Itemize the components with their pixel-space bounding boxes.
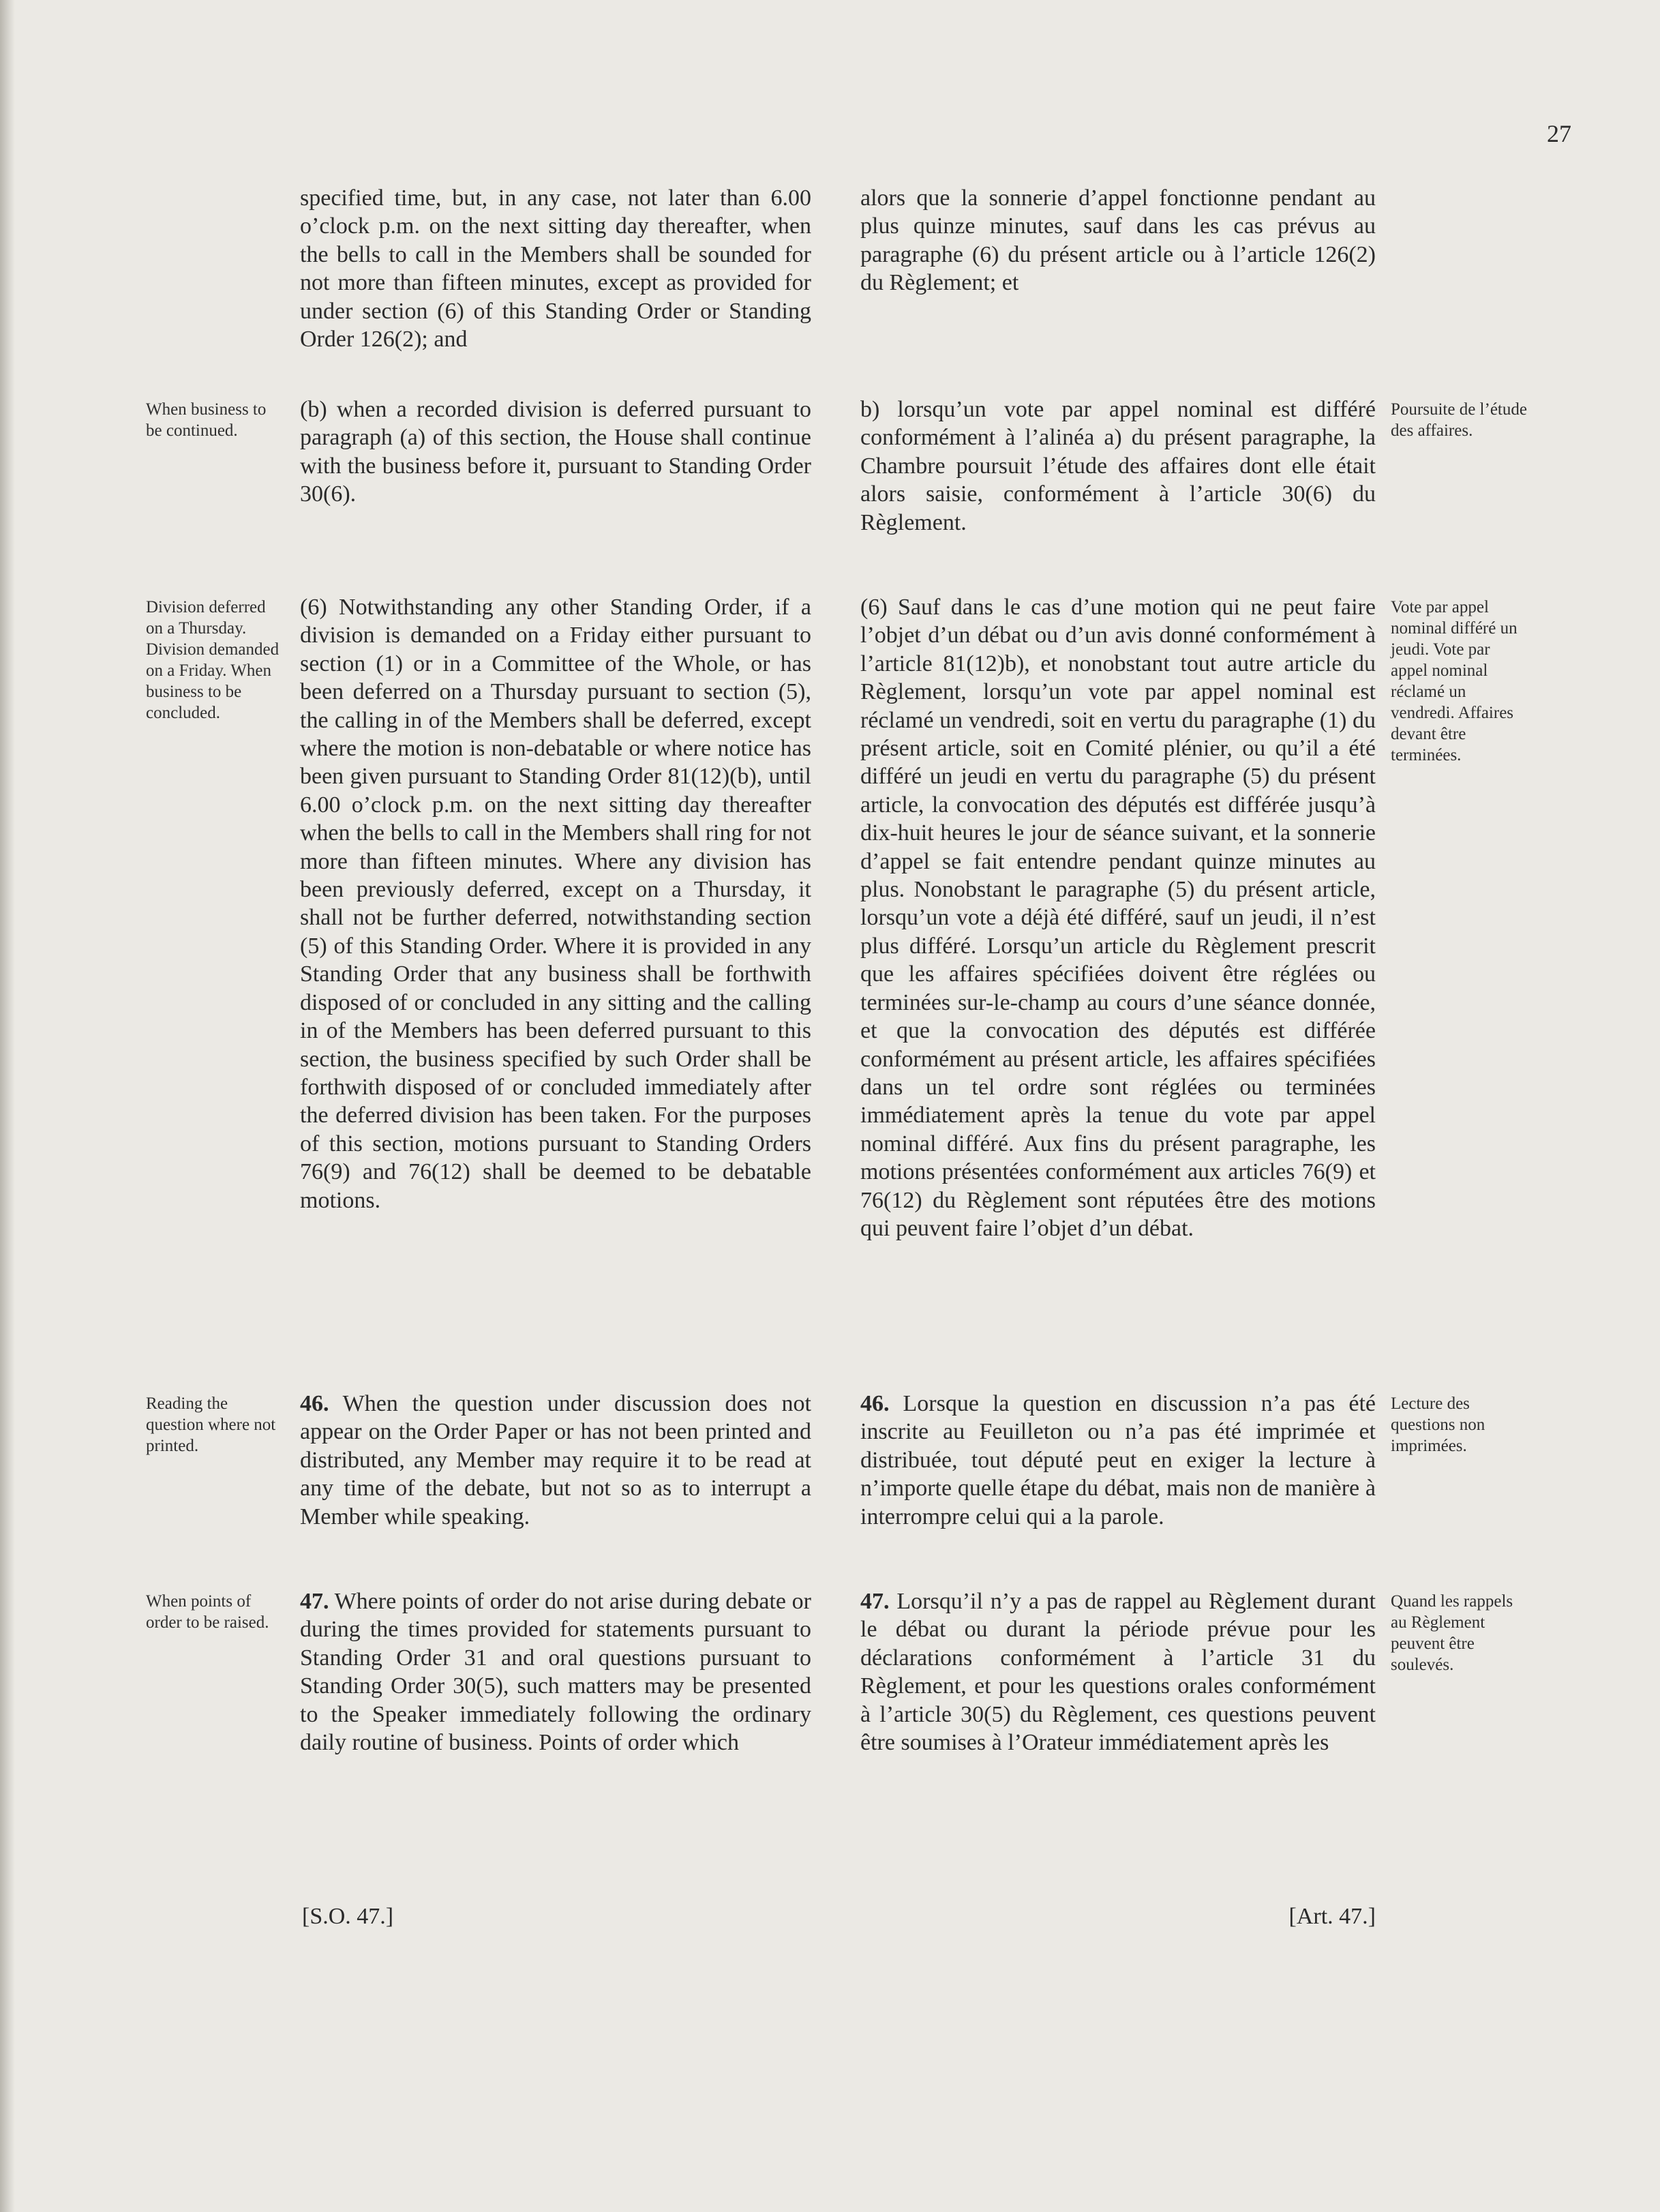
margin-note-en-points-of-order: When points of order to be raised.: [146, 1592, 269, 1632]
margin-note-fr-lecture: Lecture des questions non imprimées.: [1391, 1394, 1485, 1455]
fr-art-47-number: 47.: [860, 1589, 890, 1614]
en-standing-order-47: [300, 1587, 811, 1757]
fr-paragraph-section-6: (6) Sauf dans le cas d’une motion qui ne peut faire l’objet d’un débat ou d’un avis donné conformément à l’article 81(12)b), et nonobstant tout autre article du Règlement, lorsqu’un vote par appel nominal est réclamé un vendredi, soit en vertu du paragraphe (1) du présent article, soit en Comité plénier, ou qu’il a été différé un jeudi en vertu du paragraphe (5) du présent article, la convocation des députés est différée jusqu’à dix-huit heures le jour de séance suivant, et la sonnerie d’appel se fait entendre pendant quinze minutes au plus. Nonobstant le paragraphe (5) du présent article, lorsqu’un vote a déjà été différé, sauf un jeudi, il n’est plus différé. Lorsqu’un article du Règlement prescrit que les affaires spécifiées doivent être réglées ou terminées sur-le-champ au cours d’une séance donnée, et que la convocation des députés est différée conformément au présent article, les affaires spécifiées dans un tel ordre sont réglées ou terminées immédiatement après la tenue du vote par appel nominal différé. Aux fins du présent paragraphe, les motions présentées conformément aux articles 76(9) et 76(12) du Règlement sont réputées être des motions qui peuvent faire l’objet d’un débat.: [860, 595, 1376, 1241]
en-so-46-text: When the question under discussion does not appear on the Order Paper or has not been printed and distributed, any Member may require it to be read at any time of the debate, but not so as to interrupt a Member while speaking.: [300, 1391, 812, 1529]
margin-note-en-business-continued: When business to be continued.: [146, 400, 267, 440]
en-paragraph-b: (b) when a recorded division is deferred pursuant to paragraph (a) of this section, the House shall continue with the business before it, pursuant to Standing Order 30(6).: [300, 397, 811, 507]
fr-art-47-text: Lorsqu’il n’y a pas de rappel au Règlement durant le débat ou durant la période prévue pour les déclarations conformément à l’article 31 du Règlement, et pour les questions orales conformément à l’article 30(5) du Règlement, ces questions peuvent être soumises à l’Orateur immédiatement après les: [860, 1589, 1376, 1756]
margin-note-en-division-deferred: Division deferred on a Thursday. Division demanded on a Friday. When business to be concluded.: [146, 598, 280, 722]
en-so-46-number: 46.: [300, 1391, 329, 1416]
fr-article-46: [860, 1390, 1376, 1531]
en-so-47-text: Where points of order do not arise during debate or during the times provided for statements pursuant to Standing Order 31 and oral questions pursuant to Standing Order 30(5), such matters may be presented to the Speaker immediately following the ordinary daily routine of business. Points of order which: [300, 1589, 811, 1756]
en-paragraph-continuation: specified time, but, in any case, not later than 6.00 o’clock p.m. on the next sitting day thereafter, when the bells to call in the Members shall be sounded for not more than fifteen minutes, except as provided for under section (6) of this Standing Order or Standing Order 126(2); and: [300, 185, 811, 353]
en-so-47-number: 47.: [300, 1589, 329, 1614]
margin-note-en-reading-question: Reading the question where not printed.: [146, 1394, 276, 1455]
page-number: 27: [1547, 120, 1571, 147]
fr-paragraph-continuation: alors que la sonnerie d’appel fonctionne pendant au plus quinze minutes, sauf dans les cas prévus au paragraphe (6) du présent article ou à l’article 126(2) du Règlement; et: [860, 185, 1376, 296]
fr-paragraph-b: b) lorsqu’un vote par appel nominal est différé conformément à l’alinéa a) du présent paragraphe, la Chambre poursuit l’étude des affaires dont elle était alors saisie, conformément à l’article 30(6) du Règlement.: [860, 397, 1376, 535]
margin-note-fr-vote-differe: Vote par appel nominal différé un jeudi. Vote par appel nominal réclamé un vendredi. Affaires devant être terminées.: [1391, 598, 1518, 764]
page-binding-shadow: [0, 0, 15, 2212]
fr-article-47: [860, 1587, 1376, 1757]
footer-article-ref: [Art. 47.]: [1288, 1904, 1376, 1929]
margin-note-fr-rappels: Quand les rappels au Règlement peuvent être soulevés.: [1391, 1592, 1513, 1674]
margin-note-fr-poursuite: Poursuite de l’étude des affaires.: [1391, 400, 1527, 440]
fr-art-46-text: Lorsque la question en discussion n’a pas été inscrite au Feuilleton ou n’a pas été imprimée et distribuée, tout député peut en exiger la lecture à n’importe quelle étape du débat, mais non de manière à interrompre celui qui a la parole.: [860, 1391, 1376, 1529]
en-paragraph-section-6: (6) Notwithstanding any other Standing Order, if a division is demanded on a Friday either pursuant to section (1) or in a Committee of the Whole, or has been deferred on a Thursday pursuant to section (5), the calling in of the Members shall be deferred, except where the motion is non-debatable or where notice has been given pursuant to Standing Order 81(12)(b), until 6.00 o’clock p.m. on the next sitting day thereafter when the bells to call in the Members shall ring for not more than fifteen minutes. Where any division has been previously deferred, except on a Thursday, it shall not be further deferred, notwithstanding section (5) of this Standing Order. Where it is provided in any Standing Order that any business shall be forthwith disposed of or concluded in any sitting and the calling in of the Members has been deferred pursuant to this section, the business specified by such Order shall be forthwith disposed of or concluded immediately after the deferred division has been taken. For the purposes of this section, motions pursuant to Standing Orders 76(9) and 76(12) shall be deemed to be debatable motions.: [300, 595, 811, 1213]
fr-art-46-number: 46.: [860, 1391, 890, 1416]
footer-standing-order-ref: [S.O. 47.]: [302, 1904, 394, 1929]
en-standing-order-46: [300, 1390, 811, 1531]
